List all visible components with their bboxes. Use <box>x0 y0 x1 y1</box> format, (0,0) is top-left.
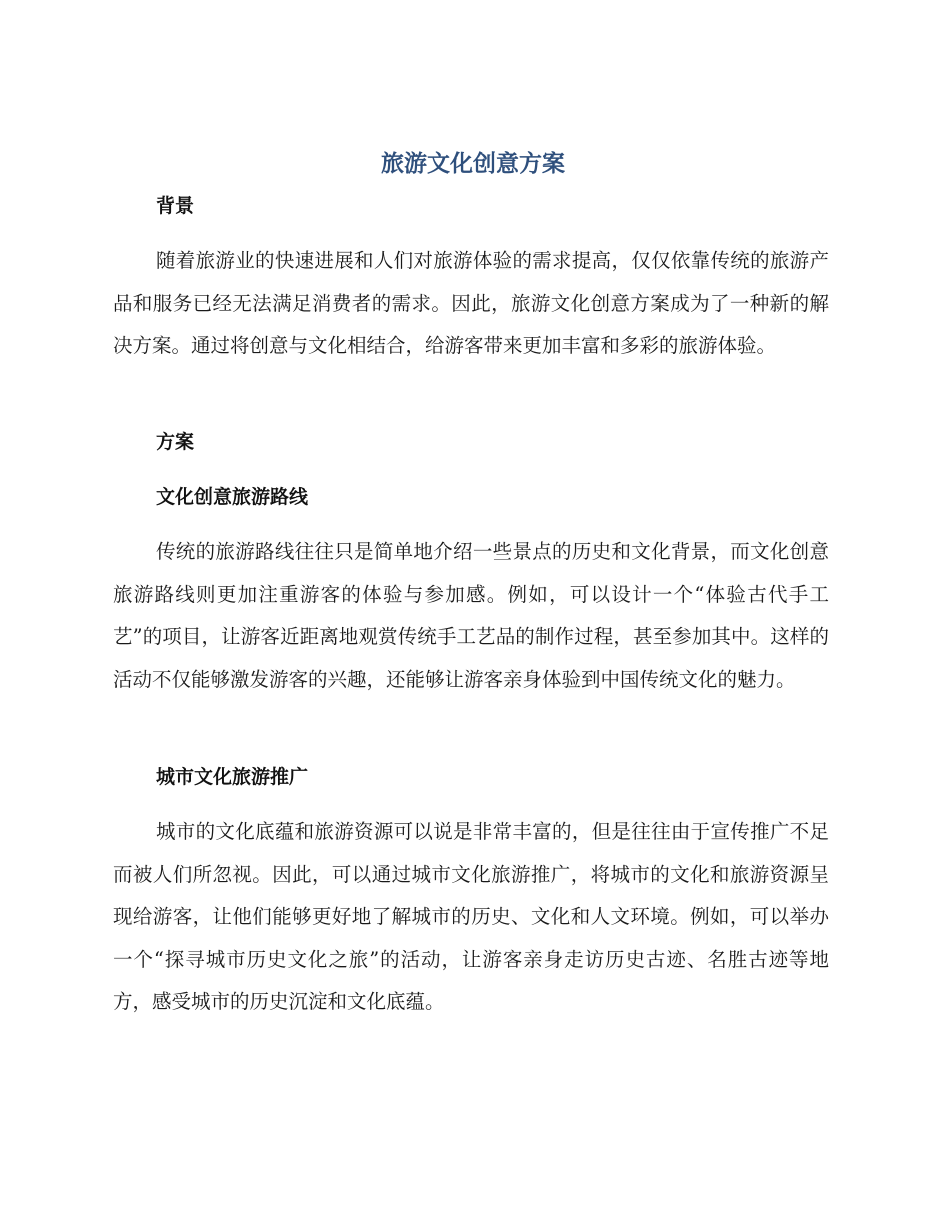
section-heading-city-promotion: 城市文化旅游推广 <box>156 766 309 788</box>
section-paragraph-cultural-route: 传统的旅游路线往往只是简单地介绍一些景点的历史和文化背景，而文化创意旅游路线则更加注重游客的体验与参加感。例如，可以设计一个“体验古代手工艺”的项目，让游客近距离地观赏传统手工艺品的制作过程，甚至参加其中。这样的活动不仅能够激发游客的兴趣，还能够让游客亲身体验到中国传统文化的魅力。 <box>113 540 829 691</box>
document-title: 旅游文化创意方案 <box>381 151 565 177</box>
section-paragraph-background: 随着旅游业的快速进展和人们对旅游体验的需求提高，仅仅依靠传统的旅游产品和服务已经无法满足消费者的需求。因此，旅游文化创意方案成为了一种新的解决方案。通过将创意与文化相结合，给游客带来更加丰富和多彩的旅游体验。 <box>113 249 829 357</box>
section-paragraph-city-promotion: 城市的文化底蕴和旅游资源可以说是非常丰富的，但是往往由于宣传推广不足而被人们所忽视。因此，可以通过城市文化旅游推广，将城市的文化和旅游资源呈现给游客，让他们能够更好地了解城市的历史、文化和人文环境。例如，可以举办一个“探寻城市历史文化之旅”的活动，让游客亲身走访历史古迹、名胜古迹等地方，感受城市的历史沉淀和文化底蕴。 <box>113 820 829 1013</box>
section-heading-plan: 方案 <box>156 431 195 453</box>
section-heading-cultural-route: 文化创意旅游路线 <box>156 486 309 508</box>
section-heading-background: 背景 <box>156 195 195 217</box>
